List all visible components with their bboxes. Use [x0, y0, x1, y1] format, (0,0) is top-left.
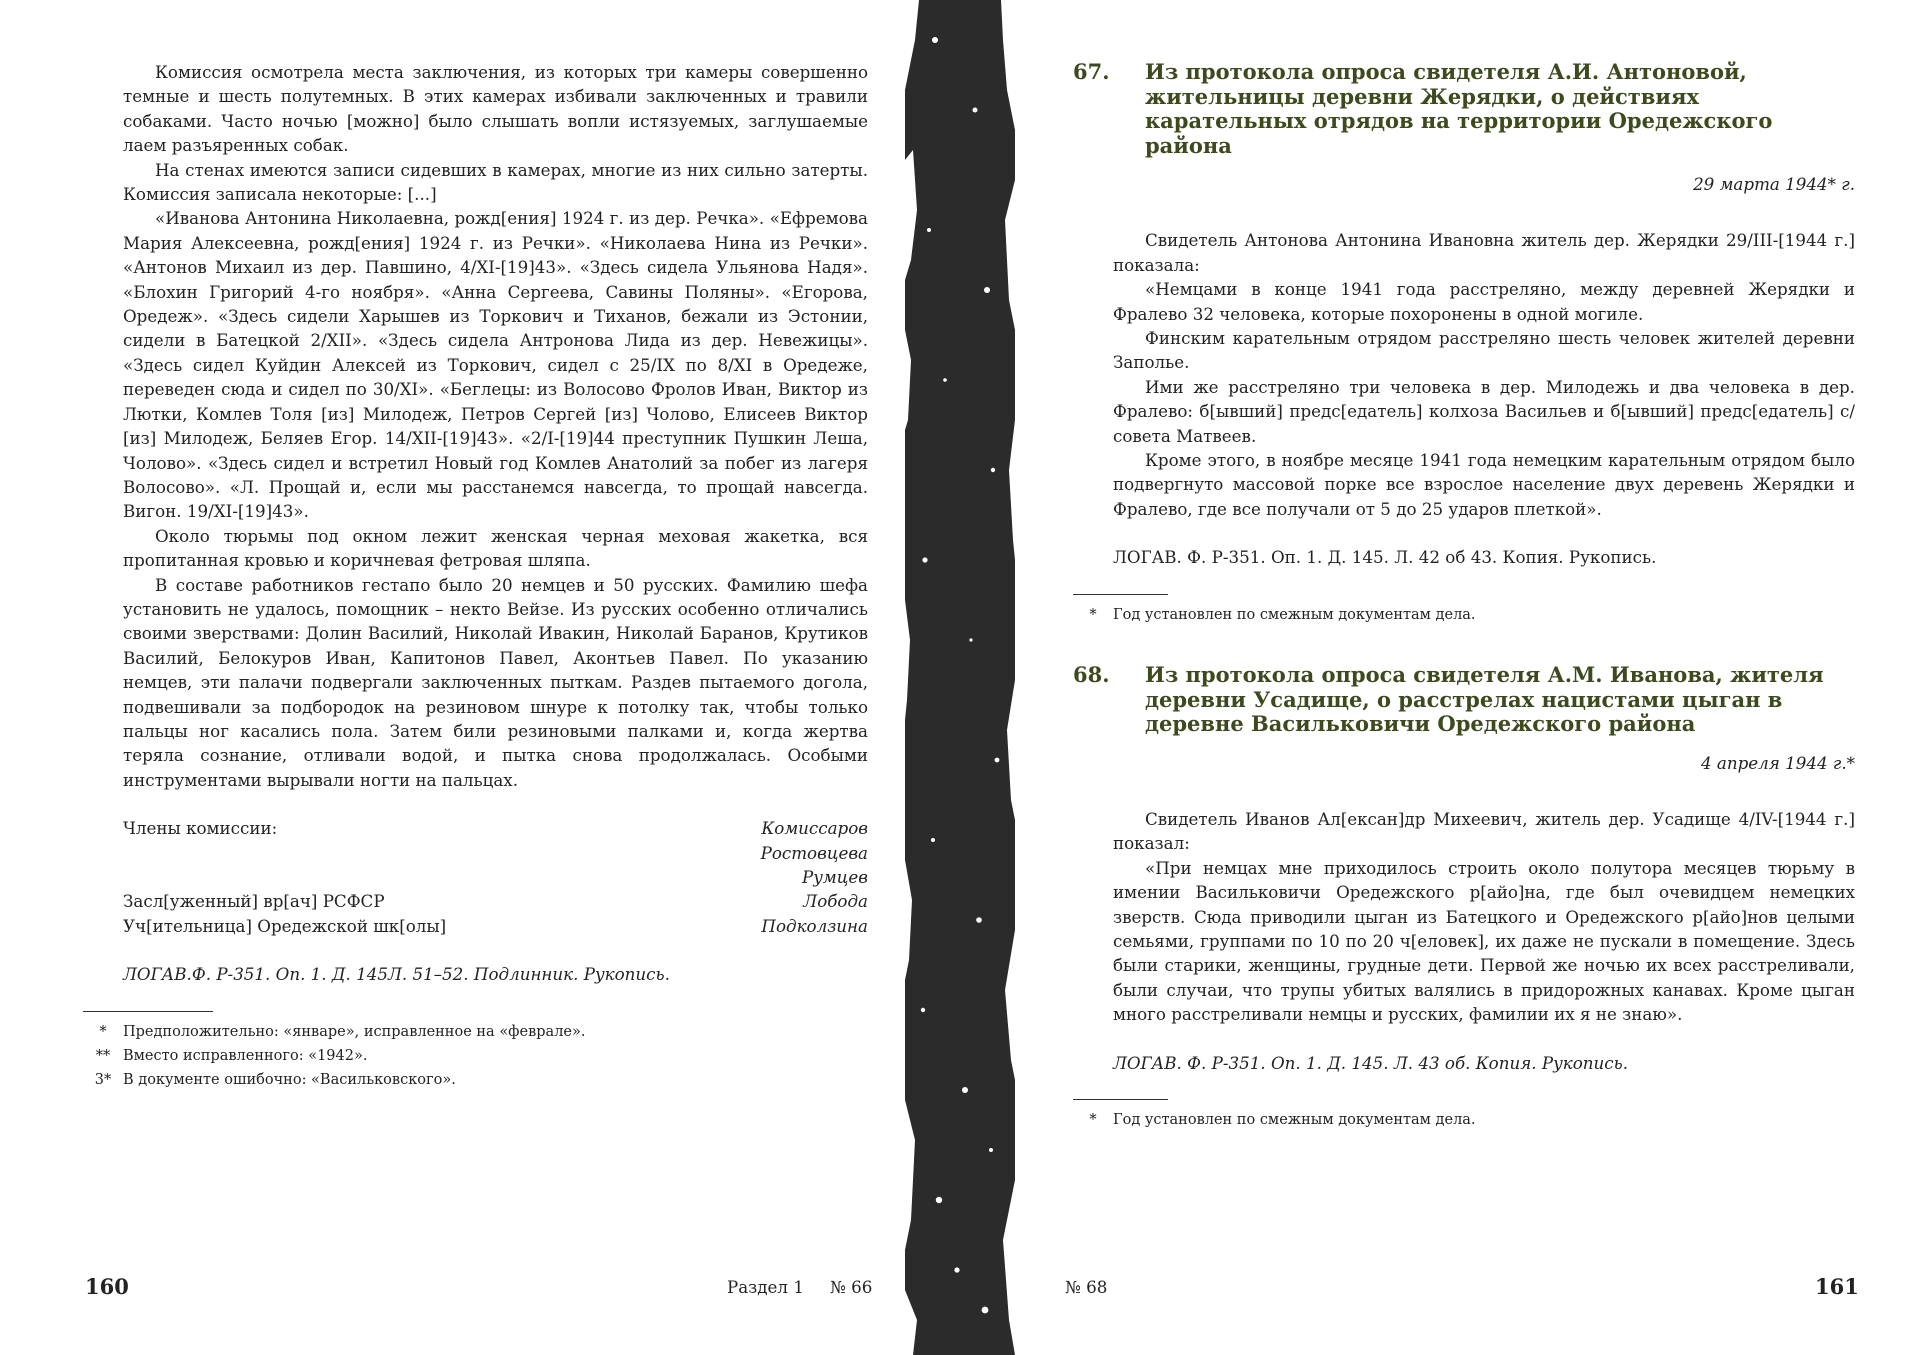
footnote-divider — [1073, 594, 1168, 595]
paragraph: Финским карательным отрядом расстреляно шесть человек жителей деревни Заполье. — [1113, 328, 1855, 373]
paragraph: «Иванова Антонина Николаевна, рожд[ения] 1924 г. из дер. Речка». «Ефремова Мария Алексеевна, рожд[ения] 1924 г. из Речки». «Николаева Нина из Речки». «Антонов Михаил из дер. Павшино, 4/XI-[19]43». «Здесь сидела Ульянова Надя». «Блохин Григорий 4-го ноября». «Анна Сергеева, Савины Поляны». «Егорова, Оредеж». «Здесь сидели Харышев из Торкович и Тиханов, бежали из Эстонии, сидели в Батецкой 2/XII». «Здесь сидела Антронова Лида из дер. Невежицы». «Здесь сидел Куйдин Алексей из Торкович, сидел с 25/IX по 8/XI в Оредеже, переведен сюда и сидел по 30/XI». «Беглецы: из Волосово Фролов Иван, Виктор из Лютки, Комлев Толя [из] Милодеж, Петров Сергей [из] Чолово, Елисеев Виктор [из] Милодеж, Беляев Егор. 14/XII-[19]43». «2/I-[19]44 преступник Пушкин Леша, Чолово». «Здесь сидел и встретил Новый год Комлев Анатолий за побег из лагеря Волосово». «Л. Прощай и, если мы расстанемся навсегда, то прощай навсегда. Вигон. 19/XI-[19]43». — [123, 208, 868, 522]
footnote — [1073, 603, 1855, 627]
archive-reference: ЛОГАВ. Ф. Р-351. Оп. 1. Д. 145. Л. 43 об. Копия. Рукопись. — [1113, 1052, 1629, 1073]
paragraph: Ими же расстреляно три человека в дер. Милодежь и два человека в дер. Фралево: б[ывший] предс[едатель] колхоза Васильев и б[ывший] предс[едатель] с/совета Матвеев. — [1113, 376, 1855, 446]
document-number: 67. — [1073, 59, 1110, 84]
paragraph: «При немцах мне приходилось строить около полутора месяцев тюрьму в имении Васильковичи Оредежского р[айо]на, где был очевидцем немецких зверств. Сюда приводили цыган из Батецкого и Оредежского р[айо]нов целыми семьями, группами по 10 по 20 ч[еловек], их даже не пускали в помещение. Здесь были старики, женщины, грудные дети. Первой же ночью их всех расстреливали, были случаи, что трупы убитых валялись в придорожных канавах. Кроме цыган много расстреливали немцы и русских, фамилии их я не знаю». — [1113, 857, 1855, 1025]
left-page — [0, 0, 905, 1355]
member-name: Лобода — [803, 891, 868, 912]
right-page — [1015, 0, 1920, 1355]
archive-reference: ЛОГАВ. Ф. Р-351. Оп. 1. Д. 145. Л. 42 об 43. Копия. Рукопись. — [1113, 547, 1657, 568]
paragraph: На стенах имеются записи сидевших в камерах, многие из них сильно затерты. Комиссия записала некоторые: [...] — [123, 159, 868, 205]
member-role — [123, 865, 802, 889]
footnote-mark: 3* — [94, 1072, 112, 1089]
footnote-mark: * — [99, 1023, 107, 1040]
document-heading — [1073, 60, 1855, 158]
paragraph: «Немцами в конце 1941 года расстреляно, между деревней Жерядки и Фралево 32 человека, которые похоронены в одной могиле. — [1113, 279, 1855, 324]
running-doc-ref: № 66 — [830, 1277, 873, 1297]
footnote — [1073, 1108, 1855, 1132]
footnote-text: Год установлен по смежным документам дела. — [1113, 1112, 1476, 1129]
footnote-text: Год установлен по смежным документам дела. — [1113, 606, 1476, 623]
footnote-divider — [83, 1011, 213, 1012]
member-row — [123, 889, 868, 913]
member-row — [123, 841, 868, 865]
document-title: Из протокола опроса свидетеля А.М. Иванова, жителя деревни Усадище, о расстрелах нацистами цыган в деревне Васильковичи Оредежского района — [1145, 662, 1824, 737]
member-row — [123, 914, 868, 938]
document-date: 29 марта 1944* г. — [1693, 174, 1855, 194]
footnote-text: Предположительно: «январе», исправленное на «феврале». — [123, 1023, 586, 1040]
member-role: Засл[уженный] вр[ач] РСФСР — [123, 891, 385, 912]
document-body — [1073, 228, 1855, 569]
document-title: Из протокола опроса свидетеля А.И. Антоновой, жительницы деревни Жерядки, о действиях карательных отрядов на территории Оредежского района — [1145, 59, 1773, 158]
footnote — [83, 1044, 868, 1068]
member-role — [123, 841, 761, 865]
document-number: 68. — [1073, 662, 1110, 688]
commission-members — [123, 816, 868, 938]
paragraph: Свидетель Антонова Антонина Ивановна житель дер. Жерядки 29/III-[1944 г.] показала: — [1113, 230, 1855, 275]
footnote-mark: * — [1089, 1112, 1097, 1129]
paragraph: Свидетель Иванов Ал[ексан]др Михеевич, житель дер. Усадище 4/IV-[1944 г.] показал: — [1113, 809, 1855, 854]
member-name: Комиссаров — [761, 818, 868, 839]
footnote-divider — [1073, 1099, 1168, 1100]
member-role: Члены комиссии: — [123, 818, 278, 839]
page-number: 161 — [1815, 1274, 1859, 1299]
footnote — [83, 1068, 868, 1092]
member-row — [123, 816, 868, 840]
member-name: Подколзина — [761, 915, 868, 936]
footnote-text: В документе ошибочно: «Васильковского». — [123, 1072, 456, 1089]
paragraph: В составе работников гестапо было 20 немцев и 50 русских. Фамилию шефа установить не удалось, помощник – некто Вейзе. Из русских особенно отличались своими зверствами: Долин Василий, Николай Ивакин, Николай Баранов, Крутиков Василий, Белокуров Иван, Капитонов Павел, Аконтьев Павел. По указанию немцев, эти палачи подвергали заключенных пыткам. Раздев пытаемого догола, подвешивали за подбородок на резиновом шнуре к потолку так, чтобы только пальцы ног касались пола. Затем били резиновыми палками и, когда жертва теряла сознание, отливали водой, и пытка снова продолжалась. Особыми инструментами вырывали ногти на пальцах. — [123, 574, 868, 790]
archive-reference: ЛОГАВ.Ф. Р-351. Оп. 1. Д. 145Л. 51–52. Подлинник. Рукопись. — [123, 964, 670, 985]
footnote-mark: ** — [95, 1048, 111, 1065]
page-number: 160 — [85, 1274, 129, 1299]
running-doc-ref: № 68 — [1065, 1277, 1108, 1297]
paragraph: Кроме этого, в ноябре месяце 1941 года немецким карательным отрядом было подвергнуто массовой порке все взрослое население двух деревень Жерядки и Фралево, где все получали от 5 до 25 ударов плеткой». — [1113, 450, 1855, 519]
footnote-mark: * — [1089, 606, 1097, 623]
document-heading — [1073, 663, 1855, 737]
footnote — [83, 1020, 868, 1044]
footnote-text: Вместо исправленного: «1942». — [123, 1048, 368, 1065]
right-page-body — [1073, 60, 1855, 1132]
spine-decoration — [905, 0, 1015, 1355]
member-name: Ростовцева — [760, 842, 868, 863]
document-date: 4 апреля 1944 г.* — [1700, 752, 1855, 773]
left-page-body — [94, 60, 868, 1093]
member-role: Уч[ительница] Оредежской шк[олы] — [123, 915, 447, 936]
paragraph: Комиссия осмотрела места заключения, из которых три камеры совершенно темные и шесть полутемных. В этих камерах избивали заключенных и травили собаками. Часто ночью [можно] было слышать вопли истязуемых, заглушаемые лаем разъяренных собак. — [123, 62, 868, 156]
running-section: Раздел 1 — [727, 1277, 804, 1297]
paragraph: Около тюрьмы под окном лежит женская черная меховая жакетка, вся пропитанная кровью и коричневая фетровая шляпа. — [123, 525, 868, 571]
document-body — [1073, 807, 1855, 1075]
member-row — [123, 865, 868, 889]
member-name: Румцев — [802, 867, 868, 887]
